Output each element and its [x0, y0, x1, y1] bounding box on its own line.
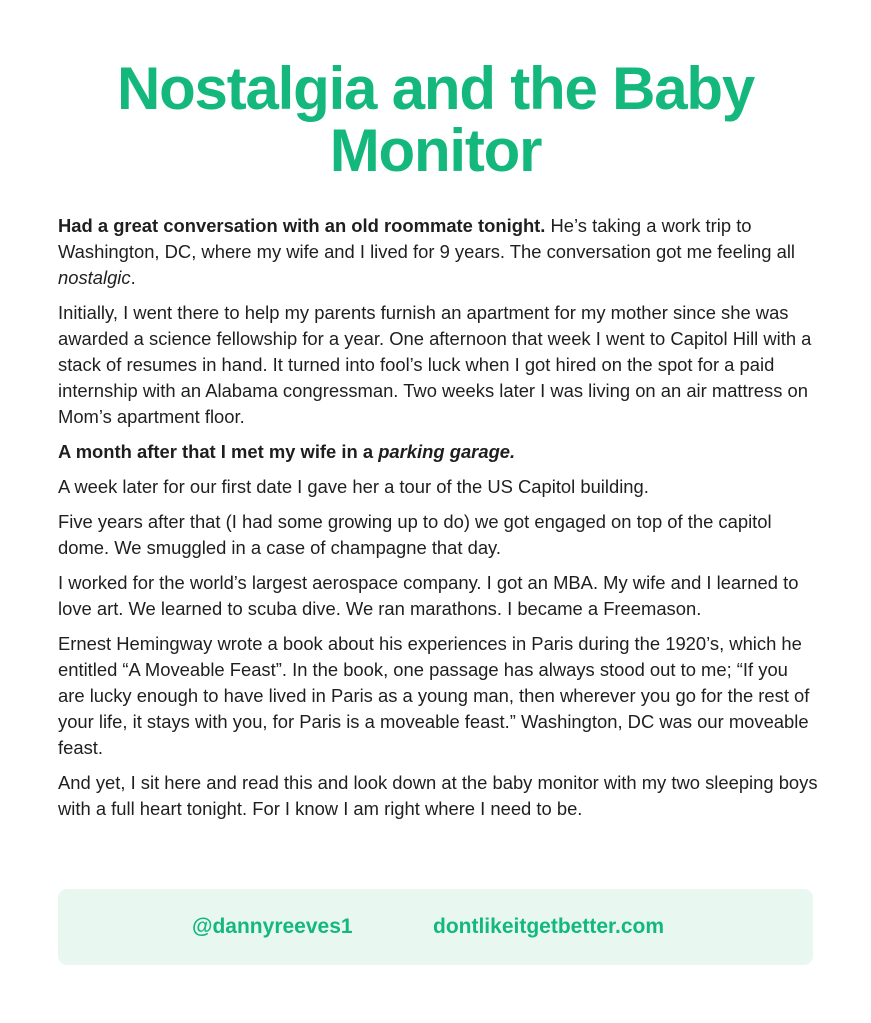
- footer-banner: [58, 889, 813, 965]
- paragraph-1: [58, 213, 818, 291]
- paragraph-1-text: He’s taking a work trip to Washington, DC, where my wife and I lived for 9 years. The conversation got me feeling all: [58, 215, 795, 262]
- paragraph-3-lead: A month after that I met my wife in a: [58, 441, 379, 462]
- paragraph-6: I worked for the world’s largest aerospace company. I got an MBA. My wife and I learned to love art. We learned to scuba dive. We ran marathons. I became a Freemason.: [58, 572, 799, 619]
- page-title: Nostalgia and the Baby Monitor: [116, 55, 755, 184]
- paragraph-3: [58, 439, 818, 465]
- paragraph-7: Ernest Hemingway wrote a book about his experiences in Paris during the 1920’s, which he entitled “A Moveable Feast”. In the book, one passage has always stood out to me; “If you are lucky enough to have lived in Paris as a young man, then wherever you go for the rest of your life, it stays with you, for Paris is a moveable feast.” Washington, DC was our moveable feast.: [58, 633, 810, 758]
- social-handle-link[interactable]: @dannyreeves1: [192, 915, 353, 938]
- paragraph-5: Five years after that (I had some growing up to do) we got engaged on top of the capitol dome. We smuggled in a case of champagne that day.: [58, 511, 772, 558]
- paragraph-3-emphasis: parking garage.: [378, 441, 516, 462]
- paragraph-4: A week later for our first date I gave her a tour of the US Capitol building.: [58, 476, 649, 497]
- website-link[interactable]: dontlikeitgetbetter.com: [433, 915, 665, 938]
- paragraph-1-tail: .: [130, 267, 136, 288]
- paragraph-1-emphasis: nostalgic: [58, 267, 131, 288]
- paragraph-2: Initially, I went there to help my parents furnish an apartment for my mother since she was awarded a science fellowship for a year. One afternoon that week I went to Capitol Hill with a stack of resumes in hand. It turned into fool’s luck when I got hired on the spot for a paid internship with an Alabama congressman. Two weeks later I was living on an air mattress on Mom’s apartment floor.: [58, 302, 812, 427]
- paragraph-8: And yet, I sit here and read this and look down at the baby monitor with my two sleeping boys with a full heart tonight. For I know I am right where I need to be.: [58, 772, 818, 819]
- article-body: [58, 213, 818, 831]
- paragraph-1-lead: Had a great conversation with an old roommate tonight.: [58, 215, 546, 236]
